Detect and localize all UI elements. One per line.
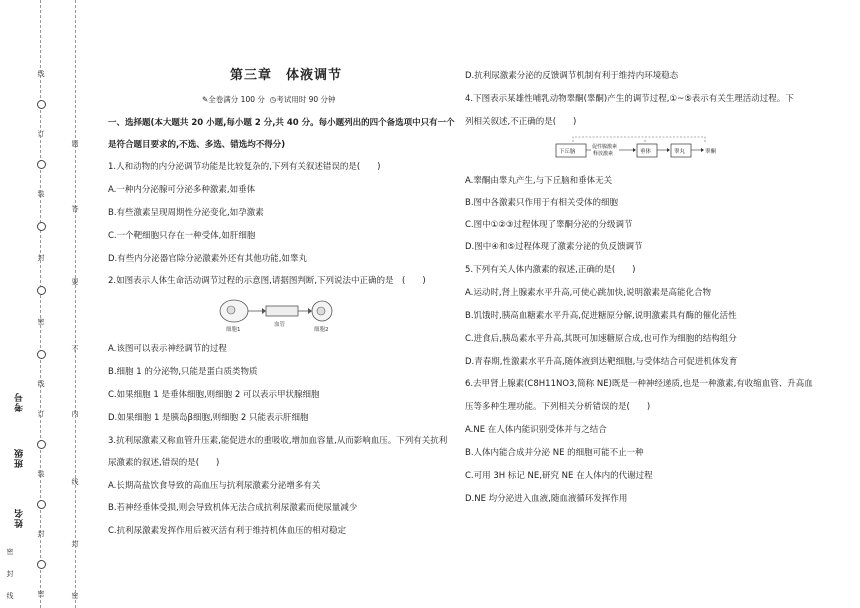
q3-option-a[interactable]: A.长期高盐饮食导致的高血压与抗利尿激素分泌增多有关	[108, 481, 321, 491]
q2-option-a[interactable]: A.该图可以表示神经调节的过程	[108, 344, 227, 354]
binding-hole	[37, 440, 46, 449]
q3-option-d[interactable]: D.抗利尿激素分泌的反馈调节机制有利于维持内环境稳态	[465, 71, 679, 81]
exam-meta	[202, 94, 336, 106]
binding-line-outer	[75, 0, 76, 608]
binding-char: 封	[37, 254, 45, 262]
q3-option-c[interactable]: C.抗利尿激素发挥作用后被灭活有利于维持机体血压的相对稳定	[108, 526, 347, 536]
binding-hole	[37, 560, 46, 569]
section-heading: 一、选择题(本大题共 20 小题,每小题 2 分,共 40 分。每小题列出的四个备选项中只有一个	[108, 118, 455, 128]
binding-char: 不	[71, 345, 79, 353]
binding-char: 密	[37, 318, 45, 326]
q5-option-b[interactable]: B.饥饿时,胰高血糖素水平升高,促进糖原分解,说明激素具有酶的催化活性	[465, 311, 737, 321]
binding-char: 封	[6, 570, 14, 578]
q4-flow-diagram	[555, 134, 725, 166]
q1-option-a[interactable]: A.一种内分泌腺可分泌多种激素,如垂体	[108, 185, 256, 195]
q1-option-d[interactable]: D.有些内分泌器官除分泌激素外还有其他功能,如睾丸	[108, 254, 307, 264]
binding-char: 密	[37, 590, 45, 598]
q5-option-d[interactable]: D.青春期,性激素水平升高,随体液到达靶细胞,与受体结合可促进机体发育	[465, 357, 738, 367]
label-testis: 睾丸	[674, 149, 686, 155]
binding-hole	[37, 286, 46, 295]
fig-label-cell2: 细胞2	[314, 327, 329, 333]
binding-char: 订	[37, 410, 45, 418]
q4-option-b[interactable]: B.图中各激素只作用于有相关受体的细胞	[465, 198, 619, 208]
binding-char: 订	[37, 130, 45, 138]
q5-stem: 5.下列有关人体内激素的叙述,正确的是( )	[465, 265, 636, 275]
label-testosterone: 睾酮	[705, 149, 717, 155]
q2-option-c[interactable]: C.如果细胞 1 是垂体细胞,则细胞 2 可以表示甲状腺细胞	[108, 390, 320, 400]
fig-label-vessel: 血管	[274, 322, 286, 328]
q3-option-b[interactable]: B.若神经垂体受损,则会导致机体无法合成抗利尿激素而使尿量减少	[108, 503, 358, 513]
q2-option-d[interactable]: D.如果细胞 1 是胰岛β细胞,则细胞 2 只能表示肝细胞	[108, 413, 309, 423]
svg-text:释放激素: 释放激素	[593, 151, 614, 157]
q4-option-c[interactable]: C.图中①②③过程体现了睾酮分泌的分级调节	[465, 220, 633, 230]
chapter-title: 第三章 体液调节	[230, 68, 343, 83]
q2-stem: 2.如图表示人体生命活动调节过程的示意图,请据图判断,下列说法中正确的是 ( )	[108, 276, 426, 286]
q1-option-b[interactable]: B.有些激素呈现周期性分泌变化,如孕激素	[108, 208, 264, 218]
binding-char: 封	[37, 530, 45, 538]
exam-time: 考试用时 90 分钟	[276, 95, 336, 104]
q1-option-c[interactable]: C.一个靶细胞只存在一种受体,如肝细胞	[108, 231, 256, 241]
q6-option-b[interactable]: B.人体内能合成并分泌 NE 的细胞可能不止一种	[465, 448, 644, 458]
q2-cell-diagram	[218, 295, 338, 335]
binding-char: 密	[71, 592, 79, 600]
section-heading-cont: 是符合题目要求的,不选、多选、错选均不得分)	[108, 140, 286, 150]
label-hypothalamus: 下丘脑	[559, 149, 576, 155]
q6-option-a[interactable]: A.NE 在人体内能识别受体并与之结合	[465, 425, 607, 435]
binding-hole	[37, 222, 46, 231]
q6-stem-cont: 压等多种生理功能。下列相关分析错误的是( )	[465, 402, 651, 412]
score-icon: ✎	[202, 95, 209, 104]
q4-stem: 4.下图表示某雄性哺乳动物睾酮(睾酮)产生的调节过程,①~⑤表示有关生理活动过程。下	[465, 94, 794, 104]
binding-char: 封	[71, 540, 79, 548]
q4-stem-cont: 列相关叙述,不正确的是( )	[465, 117, 577, 127]
binding-hole	[37, 160, 46, 169]
name-label: 姓名	[15, 508, 25, 528]
q6-option-c[interactable]: C.可用 3H 标记 NE,研究 NE 在人体内的代谢过程	[465, 471, 653, 481]
cell1-nucleus	[227, 306, 235, 314]
q1-stem: 1.人和动物的内分泌调节功能是比较复杂的,下列有关叙述错误的是( )	[108, 162, 381, 172]
q4-option-d[interactable]: D.图中④和⑤过程体现了激素分泌的负反馈调节	[465, 242, 643, 252]
clock-icon: ◷	[269, 95, 277, 104]
q5-option-a[interactable]: A.运动时,肾上腺素水平升高,可使心跳加快,说明激素是高能化合物	[465, 288, 711, 298]
binding-char: 装	[37, 190, 45, 198]
q4-option-a[interactable]: A.睾酮由睾丸产生,与下丘脑和垂体无关	[465, 176, 613, 186]
exam-number-label: 考号	[15, 392, 25, 412]
binding-char: 装	[37, 470, 45, 478]
q2-option-b[interactable]: B.细胞 1 的分泌物,只能是蛋白质类物质	[108, 367, 258, 377]
binding-hole	[37, 100, 46, 109]
binding-char: 线	[37, 70, 45, 78]
binding-char: 线	[6, 592, 14, 600]
binding-char: 密	[6, 548, 14, 556]
total-score: 全卷满分 100 分	[208, 95, 265, 104]
binding-char: 要	[71, 278, 79, 286]
label-gnrh: 促性腺激素	[592, 144, 618, 150]
binding-char: 线	[37, 380, 45, 388]
binding-margin	[0, 0, 100, 608]
q6-option-d[interactable]: D.NE 均分泌进入血液,随血液循环发挥作用	[465, 494, 628, 504]
binding-hole	[37, 350, 46, 359]
fig-label-cell1: 细胞1	[226, 327, 241, 333]
binding-char: 题	[71, 140, 79, 148]
q6-stem: 6.去甲肾上腺素(C8H11NO3,简称 NE)既是一种神经递质,也是一种激素,有收缩血管、升高血	[465, 379, 813, 389]
binding-hole	[37, 500, 46, 509]
q3-stem: 3.抗利尿激素又称血管升压素,能促进水的重吸收,增加血容量,从而影响血压。下列有关抗利	[108, 436, 448, 446]
q3-stem-cont: 尿激素的叙述,错误的是( )	[108, 458, 220, 468]
binding-char: 线	[71, 478, 79, 486]
binding-line-inner	[40, 0, 41, 608]
label-pituitary: 垂体	[640, 149, 652, 155]
blood-vessel-shape	[266, 306, 298, 316]
class-label: 班级	[15, 448, 25, 468]
q5-option-c[interactable]: C.进食后,胰岛素水平升高,其既可加速糖原合成,也可作为细胞的结构组分	[465, 334, 737, 344]
binding-char: 答	[71, 205, 79, 213]
binding-char: 内	[71, 410, 79, 418]
